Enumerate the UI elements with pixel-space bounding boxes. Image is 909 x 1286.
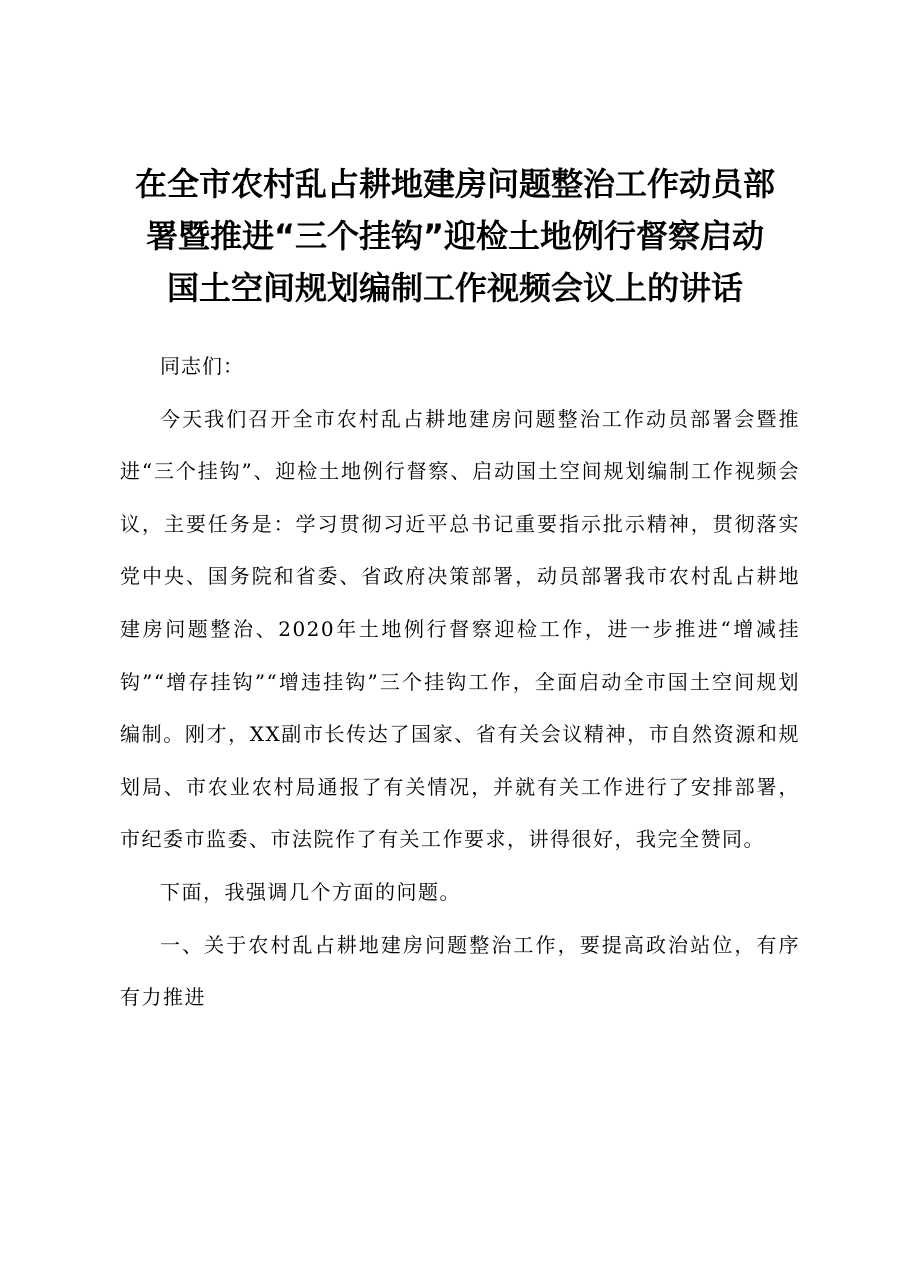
- title-line-2: 署暨推进“三个挂钩”迎检土地例行督察启动: [145, 217, 765, 255]
- salutation: 同志们：: [160, 354, 244, 378]
- section-heading-1: 一、关于农村乱占耕地建房问题整治工作，要提高政治站位，有序有力推进: [120, 932, 800, 1010]
- document-title: [110, 158, 800, 314]
- document-body: [120, 340, 800, 1024]
- title-line-1: 在全市农村乱占耕地建房问题整治工作动员部: [134, 165, 775, 203]
- paragraph-transition: 下面，我强调几个方面的问题。: [160, 879, 461, 904]
- title-line-3: 国土空间规划编制工作视频会议上的讲话: [166, 269, 743, 307]
- paragraph-opening: 今天我们召开全市农村乱占耕地建房问题整治工作动员部署会暨推进“三个挂钩”、迎检土地例行督察、启动国土空间规划编制工作视频会议，主要任务是：学习贯彻习近平总书记重要指示批示精神，贯彻落实党中央、国务院和省委、省政府决策部署，动员部署我市农村乱占耕地建房问题整治、2020年土地例行督察迎检工作，进一步推进“增减挂钩”“增存挂钩”“增违挂钩”三个挂钩工作，全面启动全市国土空间规划编制。刚才，XX副市长传达了国家、省有关会议精神，市自然资源和规划局、市农业农村局通报了有关情况，并就有关工作进行了安排部署，市纪委市监委、市法院作了有关工作要求，讲得很好，我完全赞同。: [120, 406, 800, 852]
